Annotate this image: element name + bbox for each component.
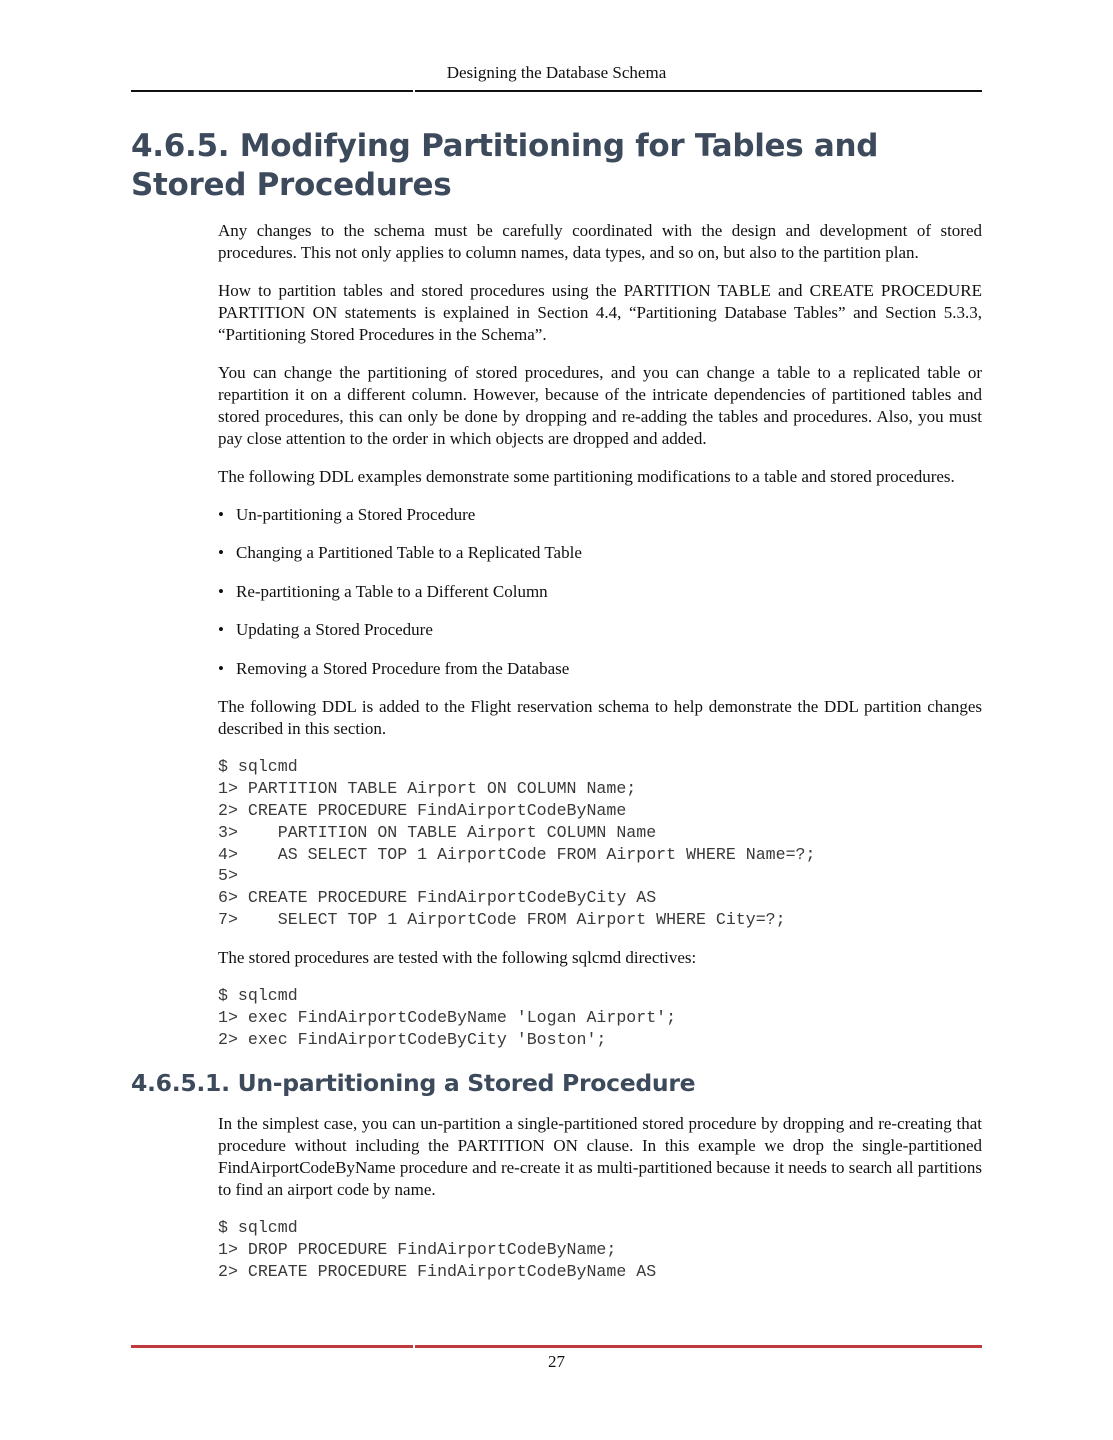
running-header: Designing the Database Schema bbox=[446, 63, 667, 82]
footer-rule-gap bbox=[413, 1345, 415, 1348]
header-rule-gap bbox=[413, 90, 415, 92]
bullet-icon: • bbox=[218, 543, 224, 563]
section-body bbox=[131, 220, 982, 1299]
list-item-label: Removing a Stored Procedure from the Database bbox=[236, 658, 570, 678]
code-block-ddl: $ sqlcmd 1> PARTITION TABLE Airport ON COLUMN Name; 2> CREATE PROCEDURE FindAirportCodeByName 3> PARTITION ON TABLE Airport COLUMN Name 4> AS SELECT TOP 1 AirportCode FROM Airport WHERE Name=?; 5> 6> CREATE PROCEDURE FindAirportCodeByCity AS 7> SELECT TOP 1 AirportCode FROM Airport WHERE City=?; bbox=[218, 756, 816, 930]
list-item bbox=[218, 542, 982, 564]
list-item-label: Changing a Partitioned Table to a Replicated Table bbox=[236, 543, 582, 563]
page-number: 27 bbox=[548, 1352, 565, 1371]
list-item bbox=[218, 619, 982, 641]
header-rule bbox=[131, 90, 982, 92]
footer-rule bbox=[131, 1345, 982, 1348]
list-item-label: Un-partitioning a Stored Procedure bbox=[236, 505, 476, 524]
list-item bbox=[218, 658, 982, 680]
code-block-test: $ sqlcmd 1> exec FindAirportCodeByName 'Logan Airport'; 2> exec FindAirportCodeByCity 'Boston'; bbox=[218, 986, 677, 1050]
paragraph-how-to: How to partition tables and stored procedures using the PARTITION TABLE and CREATE PROCEDURE PARTITION ON statements is explained in Section 4.4, “Partitioning Database Tables” and Section 5.3.3, “Partitioning Stored Procedures in the Schema”. bbox=[218, 281, 982, 344]
list-item bbox=[218, 504, 982, 526]
section-heading: 4.6.5. Modifying Partitioning for Tables and Stored Procedures bbox=[131, 128, 879, 203]
list-item-label: Updating a Stored Procedure bbox=[236, 620, 433, 640]
list-item bbox=[218, 581, 982, 603]
paragraph-change: You can change the partitioning of stored procedures, and you can change a table to a replicated table or repartition it on a different column. However, because of the intricate dependencies of partitioned tables and stored procedures, this can only be done by dropping and re-adding the tables and procedures. Also, you must pay close attention to the order in which objects are dropped and added. bbox=[218, 363, 982, 448]
paragraph-test-intro: The stored procedures are tested with the following sqlcmd directives: bbox=[218, 948, 697, 968]
paragraph-unpartition: In the simplest case, you can un-partition a single-partitioned stored procedure by dropping and re-creating that procedure without including the PARTITION ON clause. In this example we drop the single-partitioned FindAirportCodeByName procedure and re-create it as multi-partitioned because it needs to search all partitions to find an airport code by name. bbox=[218, 1113, 982, 1199]
bullet-icon: • bbox=[218, 505, 224, 524]
list-item-label: Re-partitioning a Table to a Different Column bbox=[236, 581, 548, 601]
paragraph-intro: Any changes to the schema must be carefully coordinated with the design and development of stored procedures. This not only applies to column names, data types, and so on, but also to the partition plan. bbox=[218, 221, 982, 262]
example-list bbox=[218, 504, 982, 680]
paragraph-examples: The following DDL examples demonstrate some partitioning modifications to a table and stored procedures. bbox=[218, 467, 955, 486]
subsection-heading: 4.6.5.1. Un-partitioning a Stored Procedure bbox=[131, 1068, 696, 1097]
bullet-icon: • bbox=[218, 581, 224, 601]
bullet-icon: • bbox=[218, 620, 224, 640]
paragraph-ddl-intro: The following DDL is added to the Flight reservation schema to help demonstrate the DDL partition changes described in this section. bbox=[218, 696, 982, 738]
code-block-unpartition: $ sqlcmd 1> DROP PROCEDURE FindAirportCodeByName; 2> CREATE PROCEDURE FindAirportCodeByName AS bbox=[218, 1217, 657, 1281]
bullet-icon: • bbox=[218, 658, 224, 678]
